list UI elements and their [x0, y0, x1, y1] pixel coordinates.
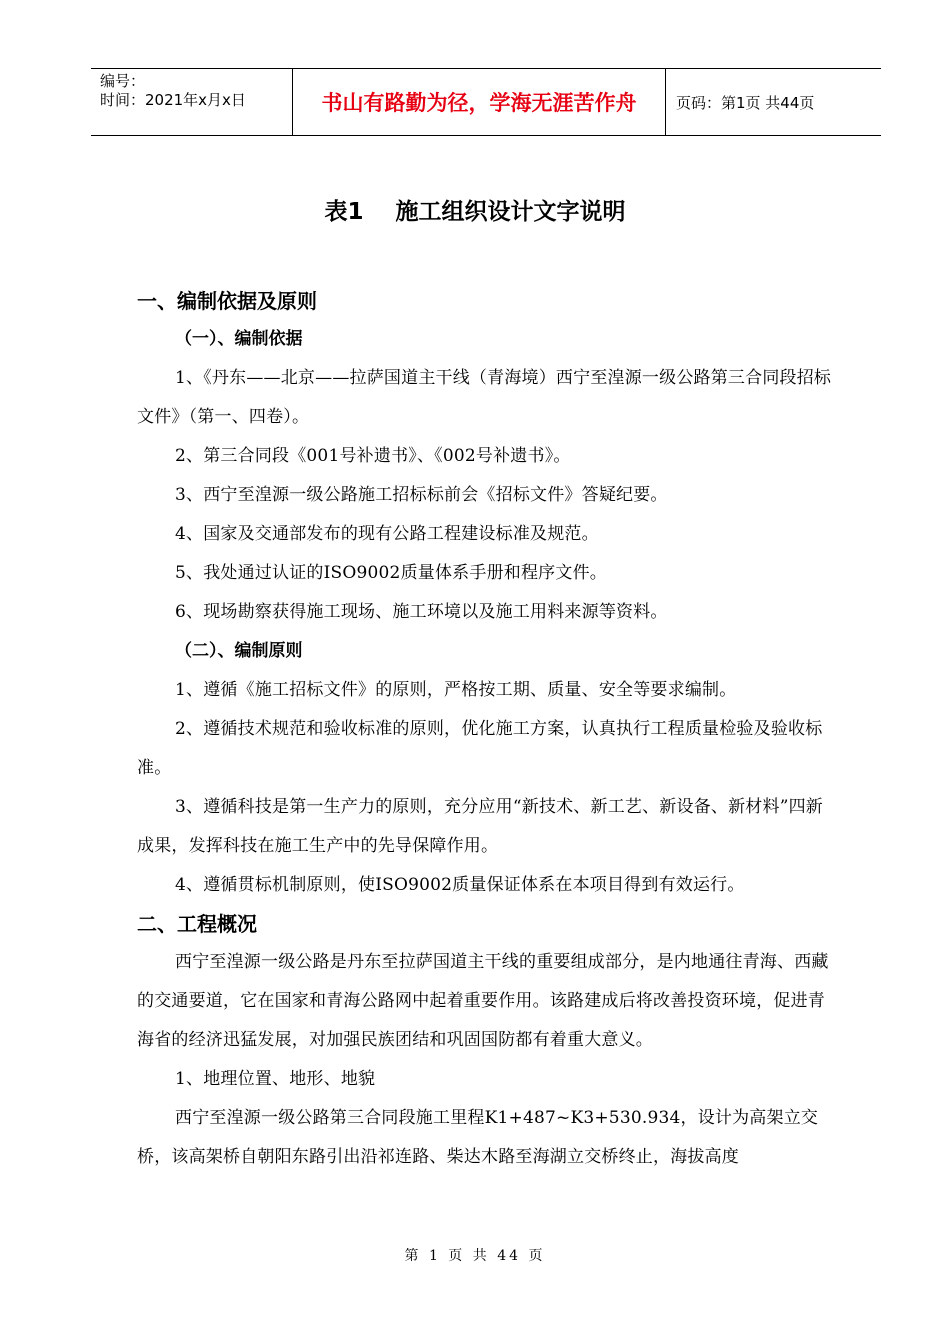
page-footer: 第 1 页 共 44 页 — [404, 1248, 546, 1264]
basis-item: 6、现场勘察获得施工现场、施工环境以及施工用料来源等资料。 — [175, 602, 668, 622]
basis-item: 3、西宁至湟源一级公路施工招标标前会《招标文件》答疑纪要。 — [175, 485, 668, 505]
principle-item: 3、遵循科技是第一生产力的原则，充分应用“新技术、新工艺、新设备、新材料”四新成果，发挥科技在施工生产中的先导保障作用。 — [137, 797, 823, 856]
basis-item: 4、国家及交通部发布的现有公路工程建设标准及规范。 — [175, 524, 599, 544]
principle-item: 1、遵循《施工招标文件》的原则，严格按工期、质量、安全等要求编制。 — [175, 680, 737, 700]
section-heading-basis-principles: 一、编制依据及原则 — [137, 289, 317, 313]
page-header — [91, 68, 881, 136]
principle-item: 2、遵循技术规范和验收标准的原则，优化施工方案，认真执行工程质量检验及验收标准。 — [137, 719, 823, 778]
document-title: 表1 施工组织设计文字说明 — [324, 199, 626, 225]
basis-item: 5、我处通过认证的ISO9002质量体系手册和程序文件。 — [175, 563, 607, 583]
overview-paragraph: 西宁至湟源一级公路是丹东至拉萨国道主干线的重要组成部分，是内地通往青海、西藏的交通要道，它在国家和青海公路网中起着重要作用。该路建成后将改善投资环境，促进青海省的经济迅猛发展，对加强民族团结和巩固国防都有着重大意义。 — [137, 952, 829, 1050]
header-page-info: 页码：第1页 共44页 — [676, 93, 815, 112]
section-heading-overview: 二、工程概况 — [137, 912, 257, 936]
subsection-heading-basis: （一）、编制依据 — [175, 329, 303, 349]
document-body — [137, 282, 837, 1177]
geo-paragraph: 西宁至湟源一级公路第三合同段施工里程K1+487~K3+530.934，设计为高架立交桥，该高架桥自朝阳东路引出沿祁连路、柴达木路至海湖立交桥终止，海拔高度 — [137, 1108, 819, 1167]
basis-item: 1、《丹东——北京——拉萨国道主干线（青海境）西宁至湟源一级公路第三合同段招标文件》（第一、四卷）。 — [137, 368, 832, 427]
document-number-label: 编号： — [100, 72, 146, 90]
header-motto: 书山有路勤为径，学海无涯苦作舟 — [293, 69, 666, 135]
document-time: 时间：2021年x月x日 — [100, 91, 246, 109]
geo-heading: 1、地理位置、地形、地貌 — [175, 1069, 376, 1089]
header-meta — [91, 69, 293, 135]
subsection-heading-principles: （二）、编制原则 — [175, 641, 303, 661]
basis-item: 2、第三合同段《001号补遗书》、《002号补遗书》。 — [175, 446, 571, 466]
principle-item: 4、遵循贯标机制原则，使ISO9002质量保证体系在本项目得到有效运行。 — [175, 875, 745, 895]
